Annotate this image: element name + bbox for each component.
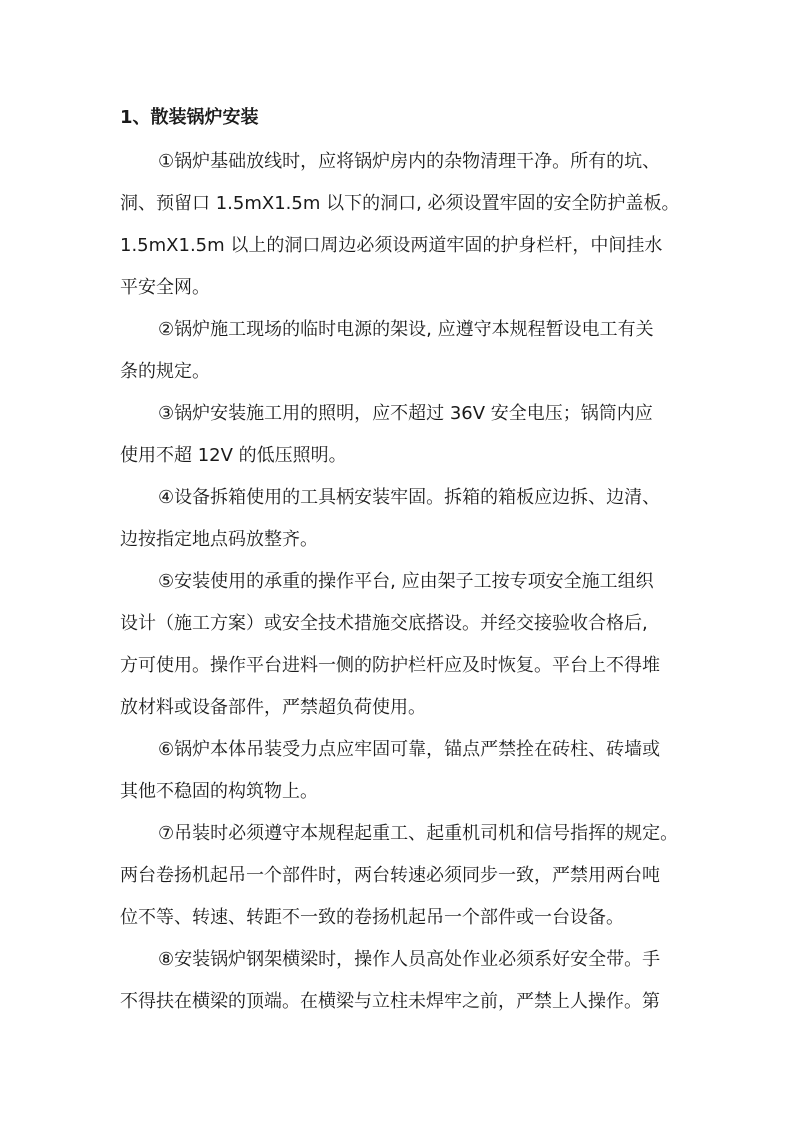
section-heading: 1、散装锅炉安装: [120, 107, 259, 128]
paragraph-line: ④设备拆箱使用的工具柄安装牢固。拆箱的箱板应边拆、边清、: [158, 487, 661, 508]
paragraph-line: ⑤安装使用的承重的操作平台, 应由架子工按专项安全施工组织: [158, 571, 654, 592]
paragraph-line: 边按指定地点码放整齐。: [120, 529, 318, 550]
paragraph-line: 1.5mX1.5m 以上的洞口周边必须设两道牢固的护身栏杆，中间挂水: [120, 235, 663, 256]
paragraph-line: 设计（施工方案）或安全技术措施交底搭设。并经交接验收合格后,: [120, 613, 648, 634]
paragraph-line: 放材料或设备部件，严禁超负荷使用。: [120, 697, 426, 718]
paragraph-line: 使用不超 12V 的低压照明。: [120, 445, 347, 466]
paragraph-line: 平安全网。: [120, 277, 210, 298]
paragraph-line: 两台卷扬机起吊一个部件时，两台转速必须同步一致，严禁用两台吨: [120, 865, 660, 886]
paragraph-line: ⑧安装锅炉钢架横梁时，操作人员高处作业必须系好安全带。手: [158, 949, 661, 970]
paragraph-line: ⑥锅炉本体吊装受力点应牢固可靠，锚点严禁拴在砖柱、砖墙或: [158, 739, 661, 760]
paragraph-line: ①锅炉基础放线时，应将锅炉房内的杂物清理干净。所有的坑、: [158, 151, 661, 172]
paragraph-line: 方可使用。操作平台进料一侧的防护栏杆应及时恢复。平台上不得堆: [120, 655, 660, 676]
paragraph-line: ③锅炉安装施工用的照明，应不超过 36V 安全电压；锅筒内应: [158, 403, 653, 424]
paragraph-line: 不得扶在横梁的顶端。在横梁与立柱未焊牢之前，严禁上人操作。第: [120, 991, 660, 1012]
paragraph-line: ②锅炉施工现场的临时电源的架设, 应遵守本规程暂设电工有关: [158, 319, 654, 340]
paragraph-line: 条的规定。: [120, 361, 210, 382]
paragraph-line: 其他不稳固的构筑物上。: [120, 781, 318, 802]
paragraph-line: 位不等、转速、转距不一致的卷扬机起吊一个部件或一台设备。: [120, 907, 624, 928]
paragraph-line: 洞、预留口 1.5mX1.5m 以下的洞口, 必须设置牢固的安全防护盖板。: [120, 193, 680, 214]
paragraph-line: ⑦吊装时必须遵守本规程起重工、起重机司机和信号指挥的规定。: [158, 823, 679, 844]
